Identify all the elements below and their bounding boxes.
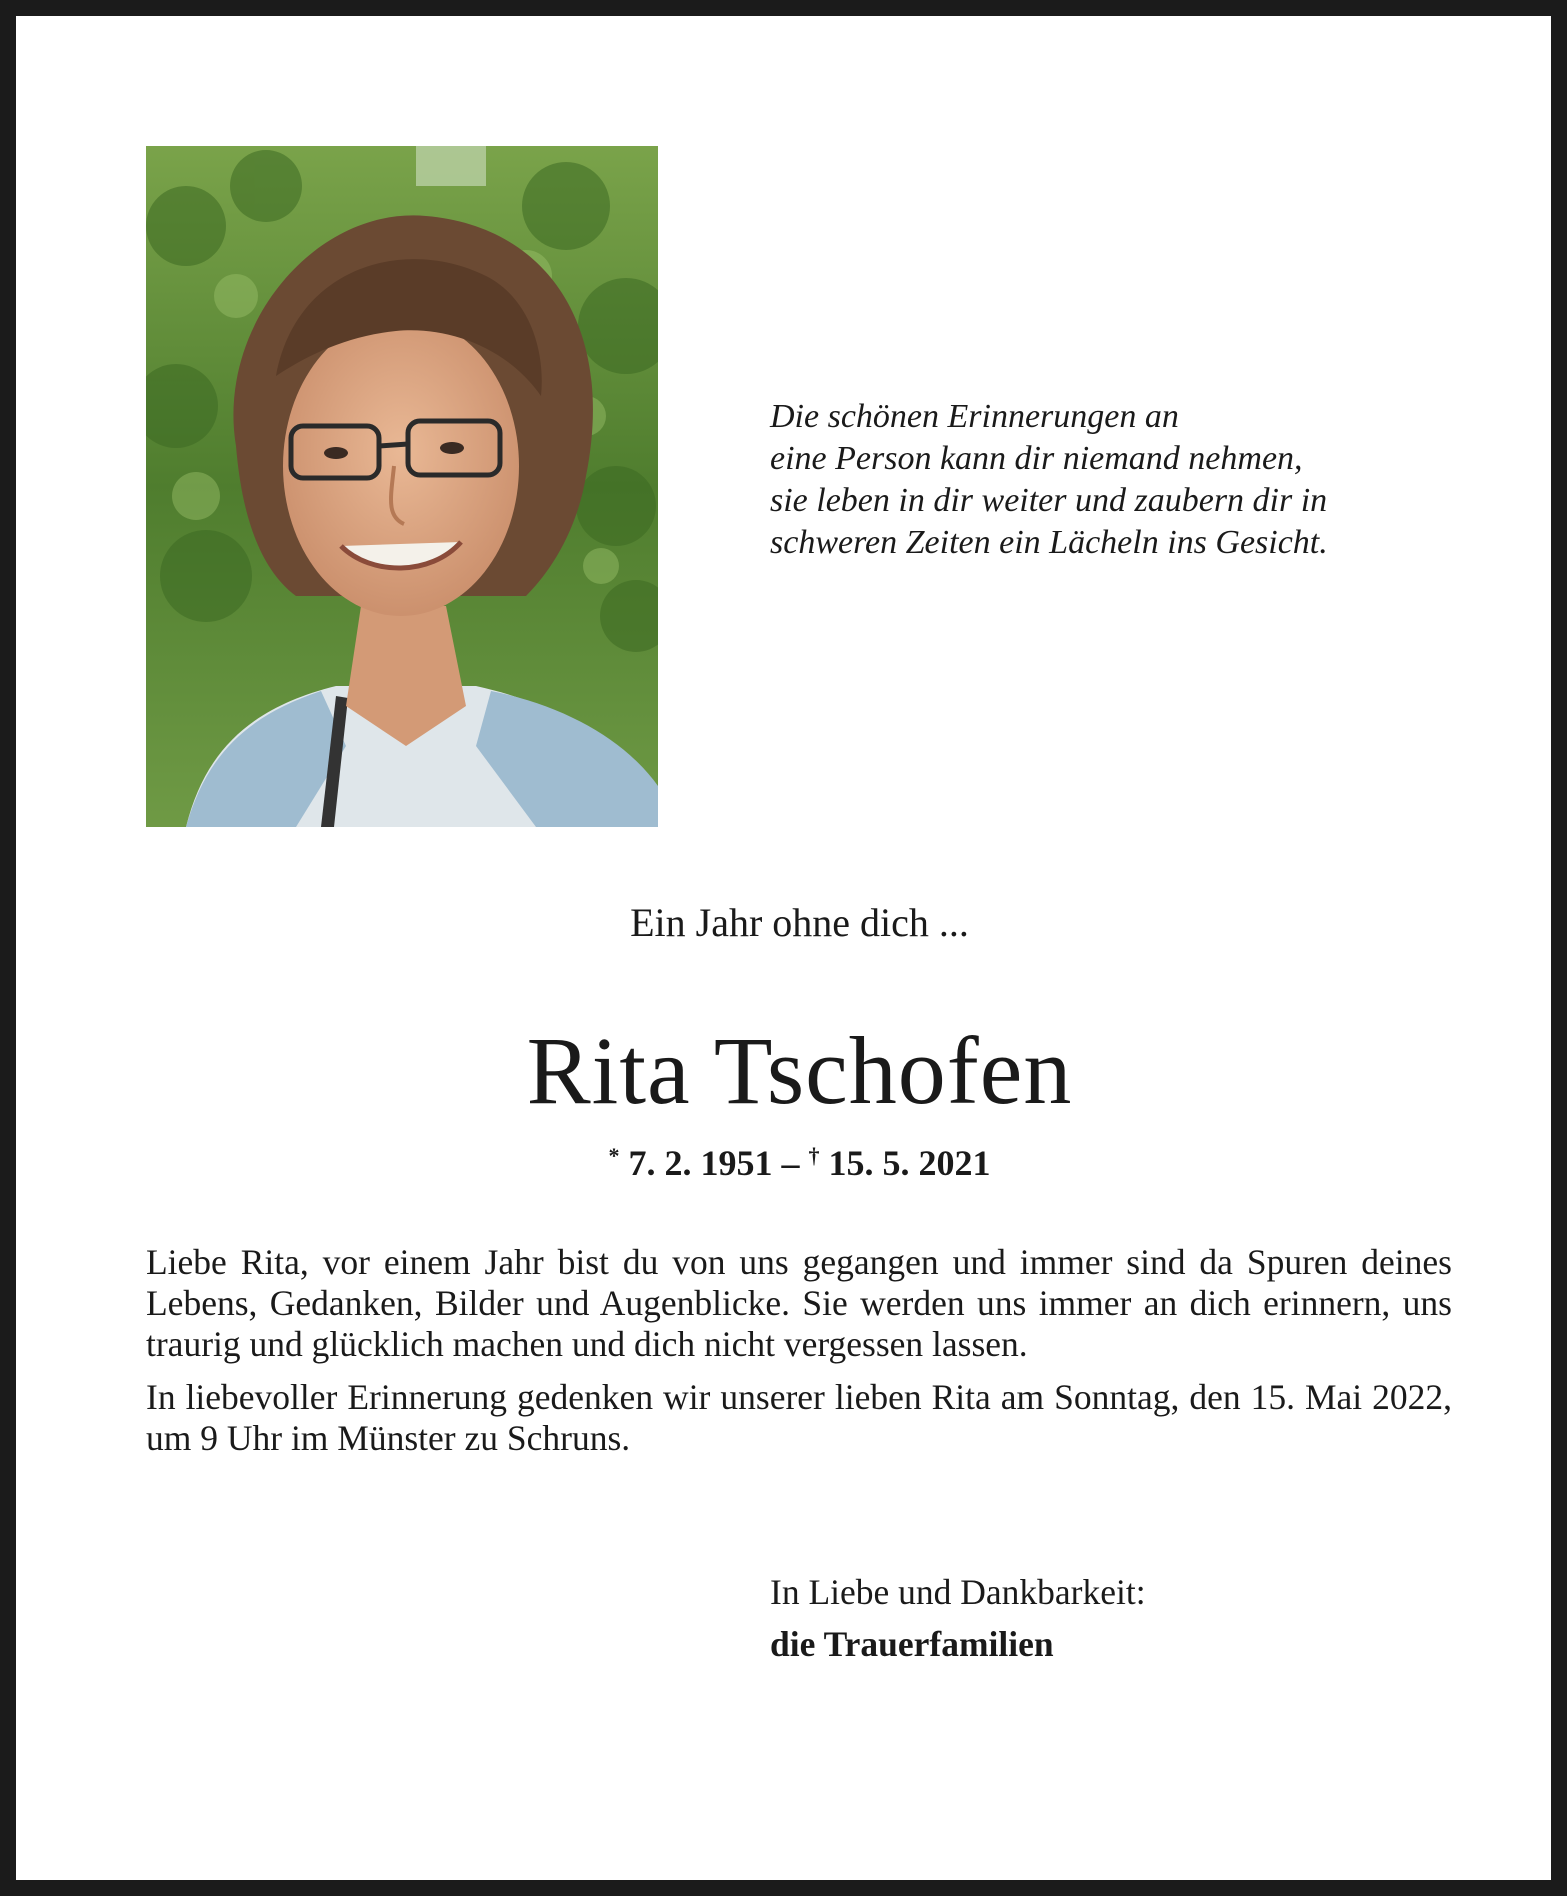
body-text: [146, 1242, 1452, 1471]
body-paragraph-1: Liebe Rita, vor einem Jahr bist du von uns gegangen und immer sind da Spuren deines Lebens, Gedanken, Bilder und Augenblicke. Sie werden uns immer an dich erinnern, uns traurig und glücklich machen und dich nicht vergessen lassen.: [146, 1242, 1452, 1364]
life-dates: [16, 1141, 1567, 1185]
quote-line: Die schönen Erinnerungen an: [770, 398, 1179, 435]
signer: die Trauerfamilien: [770, 1624, 1054, 1664]
intro-heading: Ein Jahr ohne dich ...: [630, 900, 969, 945]
quote-line: schweren Zeiten ein Lächeln ins Gesicht.: [770, 524, 1328, 561]
portrait-photo: [146, 146, 658, 827]
memorial-quote: [770, 396, 1490, 564]
portrait-illustration: [146, 146, 658, 827]
death-symbol: †: [808, 1143, 820, 1168]
closing-text: In Liebe und Dankbarkeit:: [770, 1572, 1146, 1612]
body-paragraph-2: In liebevoller Erinnerung gedenken wir unserer lieben Rita am Sonntag, den 15. Mai 2022, um 9 Uhr im Münster zu Schruns.: [146, 1377, 1452, 1458]
birth-symbol: *: [608, 1143, 620, 1168]
quote-line: sie leben in dir weiter und zaubern dir in: [770, 482, 1328, 519]
quote-line: eine Person kann dir niemand nehmen,: [770, 440, 1303, 477]
date-separator: –: [781, 1143, 800, 1183]
birth-date: 7. 2. 1951: [628, 1143, 773, 1183]
death-date: 15. 5. 2021: [828, 1143, 991, 1183]
deceased-name: Rita Tschofen: [526, 1017, 1073, 1124]
closing-signature: [770, 1566, 1146, 1670]
